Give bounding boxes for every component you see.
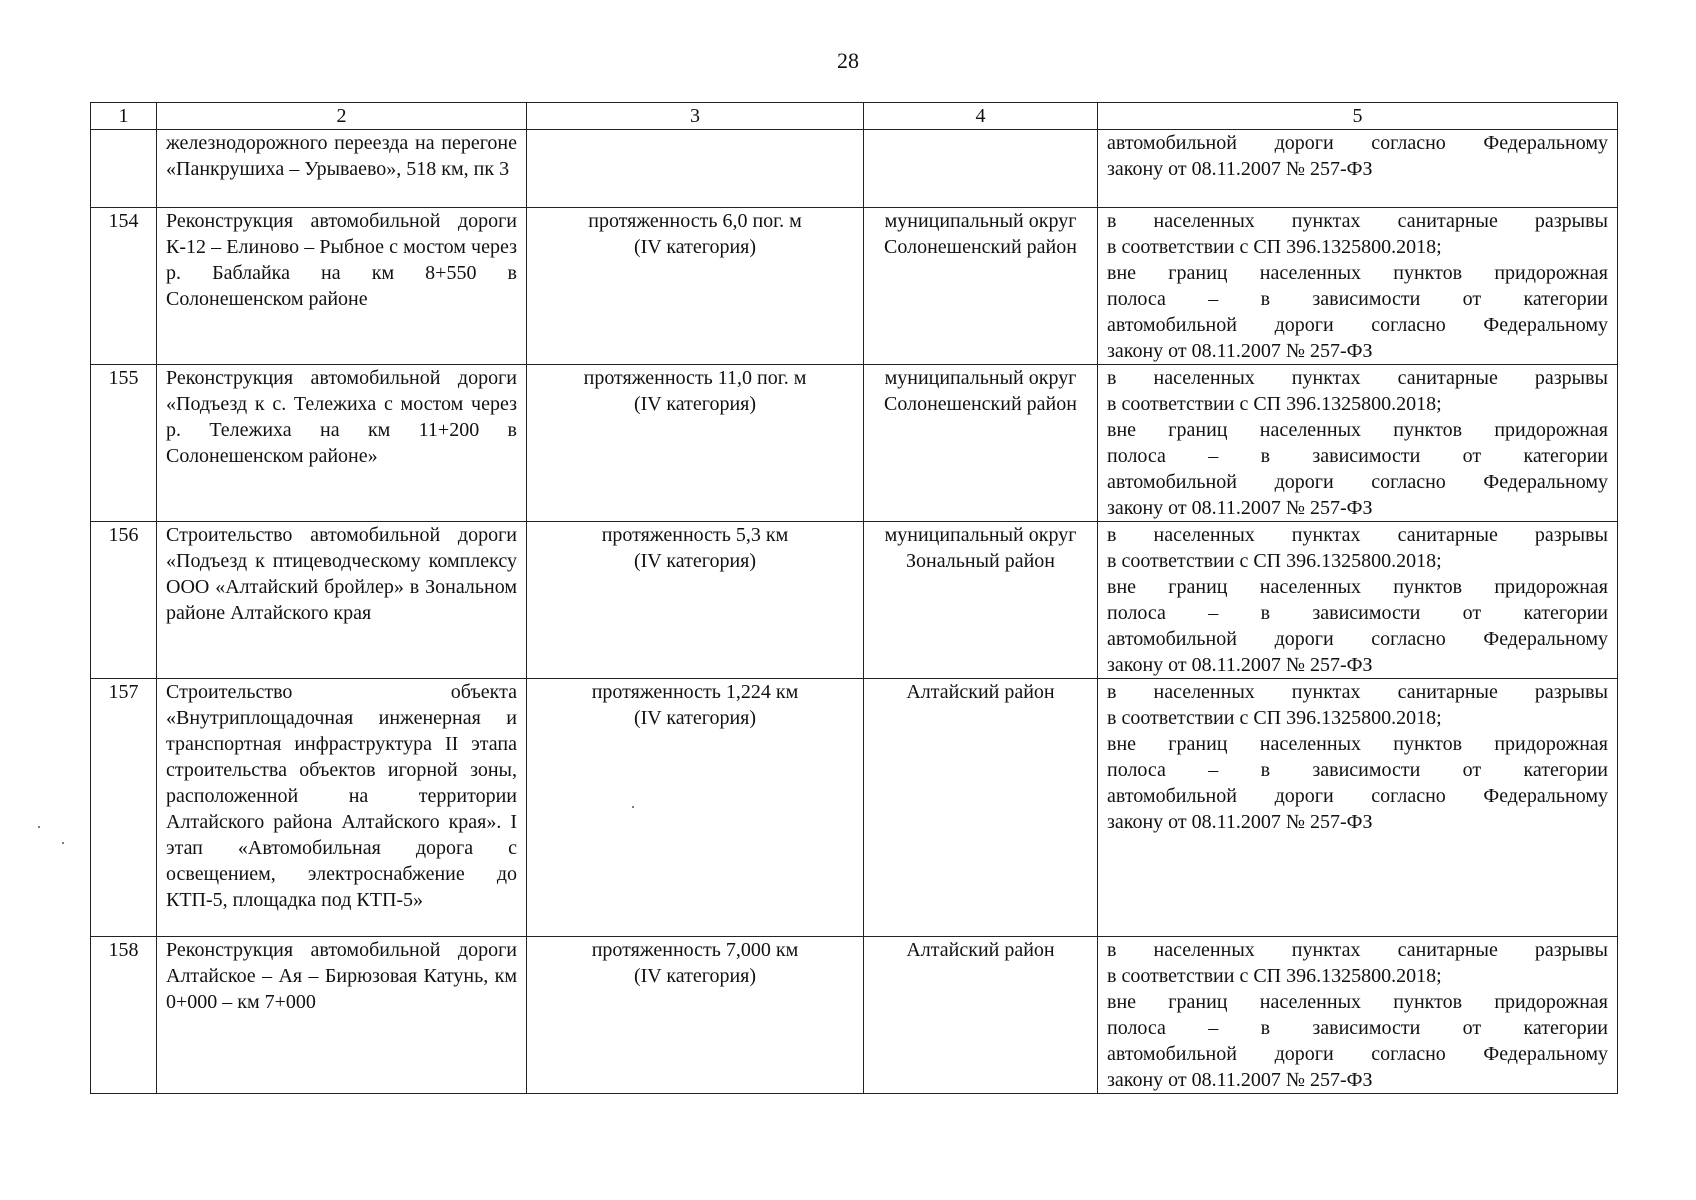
column-header-4: 4: [864, 103, 1098, 130]
zone-line: автомобильной дороги согласно Федеральному: [1107, 1043, 1608, 1065]
zone-line: в соответствии с СП 396.1325800.2018;: [1107, 393, 1442, 415]
zone-line: автомобильной дороги согласно Федеральному: [1107, 785, 1608, 807]
row-number: 155: [91, 365, 157, 522]
object-parameters: [527, 522, 864, 679]
zone-line: в соответствии с СП 396.1325800.2018;: [1107, 707, 1442, 729]
row-number: 157: [91, 679, 157, 937]
zone-line: закону от 08.11.2007 № 257-ФЗ: [1107, 340, 1373, 362]
road-category: (IV категория): [633, 393, 757, 415]
object-parameters: [527, 937, 864, 1094]
page-number: 28: [837, 48, 859, 73]
zone-line: в соответствии с СП 396.1325800.2018;: [1107, 236, 1442, 258]
zone-line: в населенных пунктах санитарные разрывы: [1107, 210, 1608, 232]
zone-line: в соответствии с СП 396.1325800.2018;: [1107, 550, 1442, 572]
object-name: Строительство объекта «Внутриплощадочная инженерная и транспортная инфраструктура II этапа строительства объектов игорной зоны, расположенной на территории Алтайского района Алтайского края». I этап «Автомобильная дорога с освещением, электроснабжение до КТП-5, площадка под КТП-5»: [157, 679, 527, 937]
zone-line: закону от 08.11.2007 № 257-ФЗ: [1107, 811, 1373, 833]
object-location: [864, 130, 1098, 208]
zone-line: автомобильной дороги согласно Федеральному: [1107, 628, 1608, 650]
zone-line: в населенных пунктах санитарные разрывы: [1107, 524, 1608, 546]
zone-line: полоса – в зависимости от категории: [1107, 759, 1608, 781]
column-header-2: 2: [157, 103, 527, 130]
object-location: Алтайский район: [864, 937, 1098, 1094]
zone-line: закону от 08.11.2007 № 257-ФЗ: [1107, 497, 1373, 519]
row-number: 156: [91, 522, 157, 679]
zone-description: [1098, 522, 1618, 679]
zone-line: вне границ населенных пунктов придорожная: [1107, 733, 1608, 755]
column-header-5: 5: [1098, 103, 1618, 130]
table-row: [91, 130, 1618, 208]
row-number: [91, 130, 157, 208]
zone-line: автомобильной дороги согласно Федеральному: [1107, 314, 1608, 336]
object-name: Реконструкция автомобильной дороги К-12 – Елиново – Рыбное с мостом через р. Баблайка на км 8+550 в Солонешенском районе: [157, 208, 527, 365]
object-name: Строительство автомобильной дороги «Подъезд к птицеводческому комплексу ООО «Алтайский бройлер» в Зональном районе Алтайского края: [157, 522, 527, 679]
object-name: железнодорожного переезда на перегоне «Панкрушиха – Урываево», 518 км, пк 3: [157, 130, 527, 208]
table-row: [91, 208, 1618, 365]
zone-line: вне границ населенных пунктов придорожная: [1107, 991, 1608, 1013]
zone-line: в соответствии с СП 396.1325800.2018;: [1107, 965, 1442, 987]
column-header-3: 3: [527, 103, 864, 130]
scan-speck: [632, 806, 634, 808]
zone-line: закону от 08.11.2007 № 257-ФЗ: [1107, 1069, 1373, 1091]
object-location: муниципальный округ Солонешенский район: [864, 365, 1098, 522]
table-header-row: [91, 103, 1618, 130]
zone-line: в населенных пунктах санитарные разрывы: [1107, 367, 1608, 389]
object-parameters: [527, 679, 864, 937]
zone-line: автомобильной дороги согласно Федеральному: [1107, 471, 1608, 493]
length-value: протяженность 11,0 пог. м: [583, 367, 807, 389]
zone-line: вне границ населенных пунктов придорожная: [1107, 576, 1608, 598]
objects-table: [90, 102, 1618, 1094]
zone-line: закону от 08.11.2007 № 257-ФЗ: [1107, 654, 1373, 676]
zone-line: вне границ населенных пунктов придорожная: [1107, 419, 1608, 441]
table-row: [91, 679, 1618, 937]
zone-line: в населенных пунктах санитарные разрывы: [1107, 681, 1608, 703]
object-parameters: [527, 208, 864, 365]
zone-line: автомобильной дороги согласно Федеральному: [1107, 132, 1608, 154]
length-value: протяженность 5,3 км: [601, 524, 789, 546]
object-name: Реконструкция автомобильной дороги «Подъезд к с. Тележиха с мостом через р. Тележиха на км 11+200 в Солонешенском районе»: [157, 365, 527, 522]
zone-description: [1098, 208, 1618, 365]
zone-line: полоса – в зависимости от категории: [1107, 445, 1608, 467]
object-parameters: [527, 365, 864, 522]
scan-speck: [62, 842, 64, 844]
length-value: протяженность 6,0 пог. м: [588, 210, 802, 232]
zone-description: [1098, 937, 1618, 1094]
zone-line: в населенных пунктах санитарные разрывы: [1107, 939, 1608, 961]
zone-line: закону от 08.11.2007 № 257-ФЗ: [1107, 158, 1373, 180]
zone-line: вне границ населенных пунктов придорожная: [1107, 262, 1608, 284]
object-location: Алтайский район: [864, 679, 1098, 937]
table-row: [91, 522, 1618, 679]
row-number: 154: [91, 208, 157, 365]
zone-line: полоса – в зависимости от категории: [1107, 1017, 1608, 1039]
road-category: (IV категория): [633, 550, 757, 572]
zone-description: [1098, 130, 1618, 208]
length-value: протяженность 7,000 км: [591, 939, 799, 961]
road-category: (IV категория): [633, 965, 757, 987]
table-row: [91, 937, 1618, 1094]
object-name: Реконструкция автомобильной дороги Алтайское – Ая – Бирюзовая Катунь, км 0+000 – км 7+000: [157, 937, 527, 1094]
zone-line: полоса – в зависимости от категории: [1107, 602, 1608, 624]
road-category: (IV категория): [633, 236, 757, 258]
road-category: (IV категория): [633, 707, 757, 729]
scan-speck: [38, 826, 40, 828]
object-parameters: [527, 130, 864, 208]
object-location: муниципальный округ Солонешенский район: [864, 208, 1098, 365]
object-location: муниципальный округ Зональный район: [864, 522, 1098, 679]
table-row: [91, 365, 1618, 522]
zone-description: [1098, 679, 1618, 937]
column-header-1: 1: [91, 103, 157, 130]
length-value: протяженность 1,224 км: [591, 681, 799, 703]
zone-description: [1098, 365, 1618, 522]
row-number: 158: [91, 937, 157, 1094]
zone-line: полоса – в зависимости от категории: [1107, 288, 1608, 310]
